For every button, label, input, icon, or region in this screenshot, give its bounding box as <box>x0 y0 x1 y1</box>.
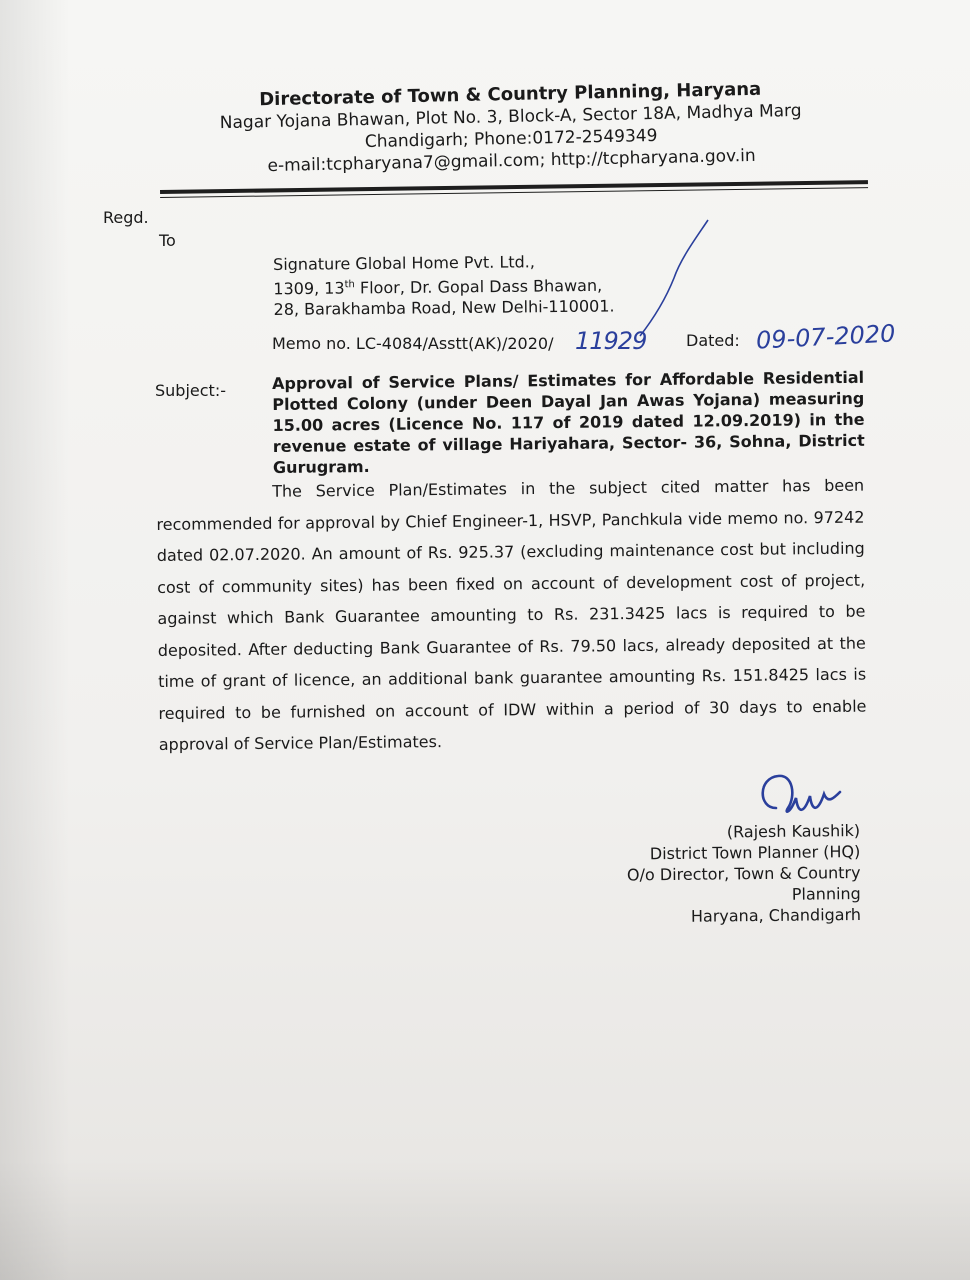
handwritten-date: 09-07-2020 <box>755 319 897 355</box>
recipient-line2-pre: 1309, 13 <box>273 278 345 299</box>
pen-mark <box>636 218 726 338</box>
registered-mark: Regd. <box>103 208 149 227</box>
signatory-designation: District Town Planner (HQ) <box>649 841 861 864</box>
to-label: To <box>159 231 176 250</box>
signatory-location: Haryana, Chandigarh <box>690 904 862 926</box>
recipient-line2-sup: th <box>344 279 355 291</box>
subject-text: Approval of Service Plans/ Estimates for Affordable Residential Plotted Colony (under Deen Dayal Jan Awas Yojana) measuring 15.00 acres (Licence No. 117 of 2019 dated 12.09.2019) in the revenue estate of village Hariyahara, Sector- 36, Sohna, District Gurugram. <box>272 367 865 477</box>
letterhead-address-line1: Nagar Yojana Bhawan, Plot No. 3, Block-A, Sector 18A, Madhya Marg <box>219 100 802 134</box>
memo-handwritten-number: 11929 <box>575 327 647 355</box>
letterhead <box>180 77 842 179</box>
recipient-line1: Signature Global Home Pvt. Ltd., <box>273 252 536 274</box>
page-shadow-left <box>0 0 70 1280</box>
signatory-block <box>560 820 861 928</box>
recipient-line3: 28, Barakhamba Road, New Delhi-110001. <box>273 296 615 320</box>
letterhead-contact: e-mail:tcpharyana7@gmail.com; http://tcpharyana.gov.in <box>267 145 756 177</box>
recipient-line2-post: Floor, Dr. Gopal Dass Bhawan, <box>354 275 603 298</box>
body-paragraph: The Service Plan/Estimates in the subject cited matter has been recommended for approval by Chief Engineer-1, HSVP, Panchkula vide memo no. 97242 dated 02.07.2020. An amount of Rs. 925.37 (excluding maintenance cost but including cost of community sites) has been fixed on account of development cost of project, against which Bank Guarantee amounting to Rs. 231.3425 lacs is required to be deposited. After deducting Bank Guarantee of Rs. 79.50 lacs, already deposited at the time of grant of licence, an additional bank guarantee amounting Rs. 151.8425 lacs is required to be furnished on account of IDW within a period of 30 days to enable approval of Service Plan/Estimates. <box>156 475 867 754</box>
subject-label: Subject:- <box>155 381 226 400</box>
recipient-line2 <box>273 271 614 299</box>
letterhead-divider <box>160 180 868 190</box>
dated-label: Dated: <box>686 331 740 350</box>
recipient-address <box>273 250 615 320</box>
page-shadow-bottom <box>0 1160 970 1280</box>
letterhead-title: Directorate of Town & Country Planning, Haryana <box>259 78 762 111</box>
signatory-office: O/o Director, Town & Country Planning <box>626 862 861 904</box>
memo-number-label: Memo no. LC-4084/Asstt(AK)/2020/ <box>272 334 554 353</box>
signatory-name: (Rajesh Kaushik) <box>726 820 861 842</box>
letterhead-address-line2: Chandigarh; Phone:0172-2549349 <box>364 125 658 153</box>
